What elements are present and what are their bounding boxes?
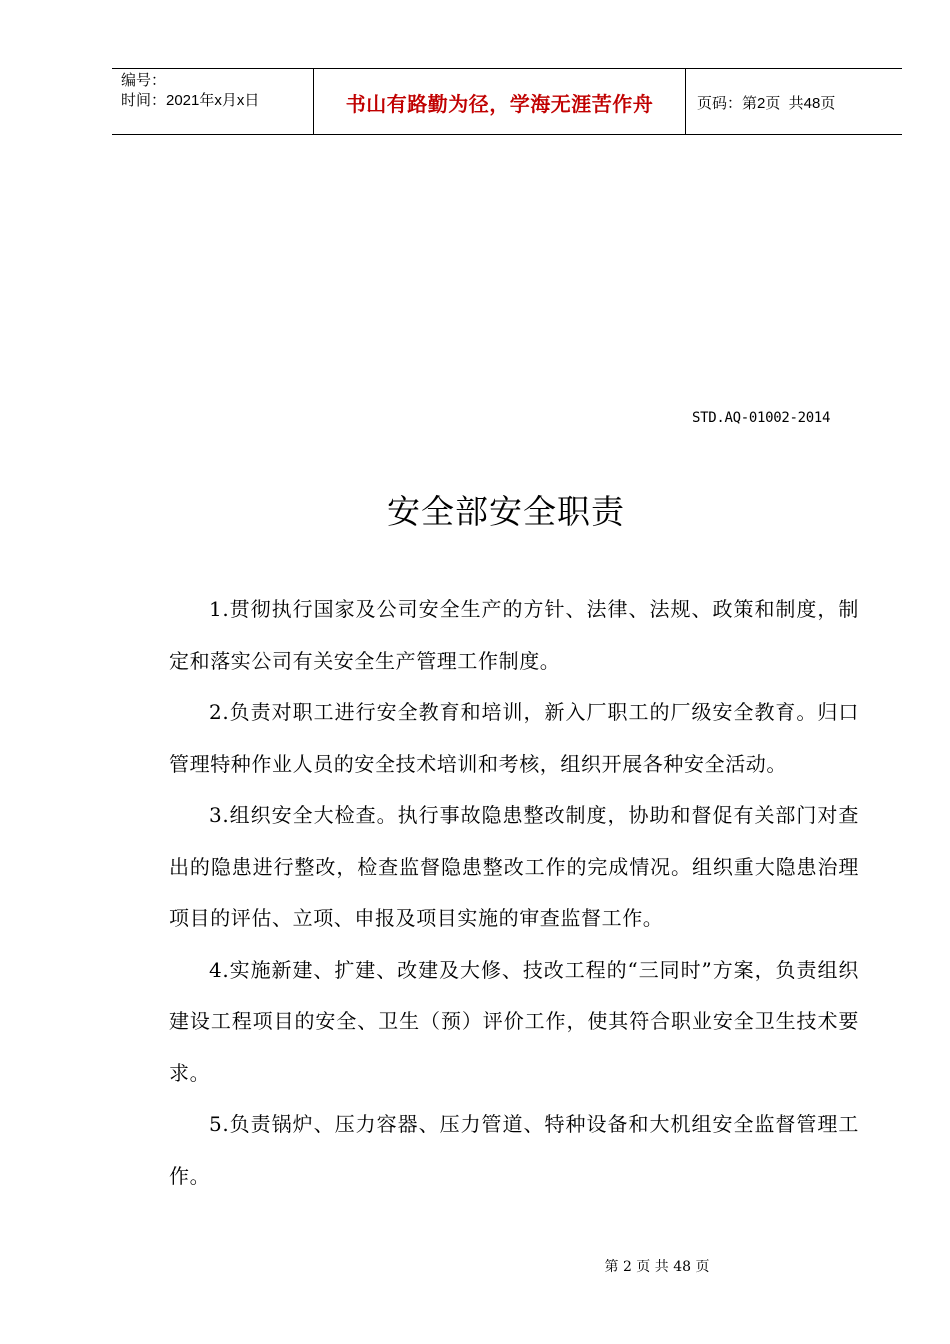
paragraph: 4.实施新建、扩建、改建及大修、技改工程的“三同时”方案，负责组织建设工程项目的安全、卫生（预）评价工作，使其符合职业安全卫生技术要求。 [169, 957, 859, 1085]
paragraph: 1.贯彻执行国家及公司安全生产的方针、法律、法规、政策和制度，制定和落实公司有关安全生产管理工作制度。 [169, 597, 859, 673]
header-motto: 书山有路勤为径，学海无涯苦作舟 [345, 91, 654, 116]
header-divider [685, 69, 686, 134]
document-body [169, 584, 859, 1202]
document-title: 安全部安全职责 [387, 492, 625, 531]
header-page-info: 页码：第2页 共48页 [697, 94, 836, 112]
document-code: STD.AQ-01002-2014 [692, 410, 831, 426]
paragraph: 2.负责对职工进行安全教育和培训，新入厂职工的厂级安全教育。归口管理特种作业人员的安全技术培训和考核，组织开展各种安全活动。 [169, 700, 859, 776]
footer-page-number: 第 2 页 共 48 页 [604, 1259, 710, 1275]
paragraph: 5.负责锅炉、压力容器、压力管道、特种设备和大机组安全监督管理工作。 [169, 1112, 859, 1188]
paragraph: 3.组织安全大检查。执行事故隐患整改制度，协助和督促有关部门对查出的隐患进行整改，检查监督隐患整改工作的完成情况。组织重大隐患治理项目的评估、立项、申报及项目实施的审查监督工作。 [169, 803, 859, 930]
header-meta [121, 71, 259, 111]
document-time-label: 时间：2021年x月x日 [121, 92, 260, 109]
page-header [112, 68, 902, 135]
document-number-label: 编号： [121, 72, 167, 89]
